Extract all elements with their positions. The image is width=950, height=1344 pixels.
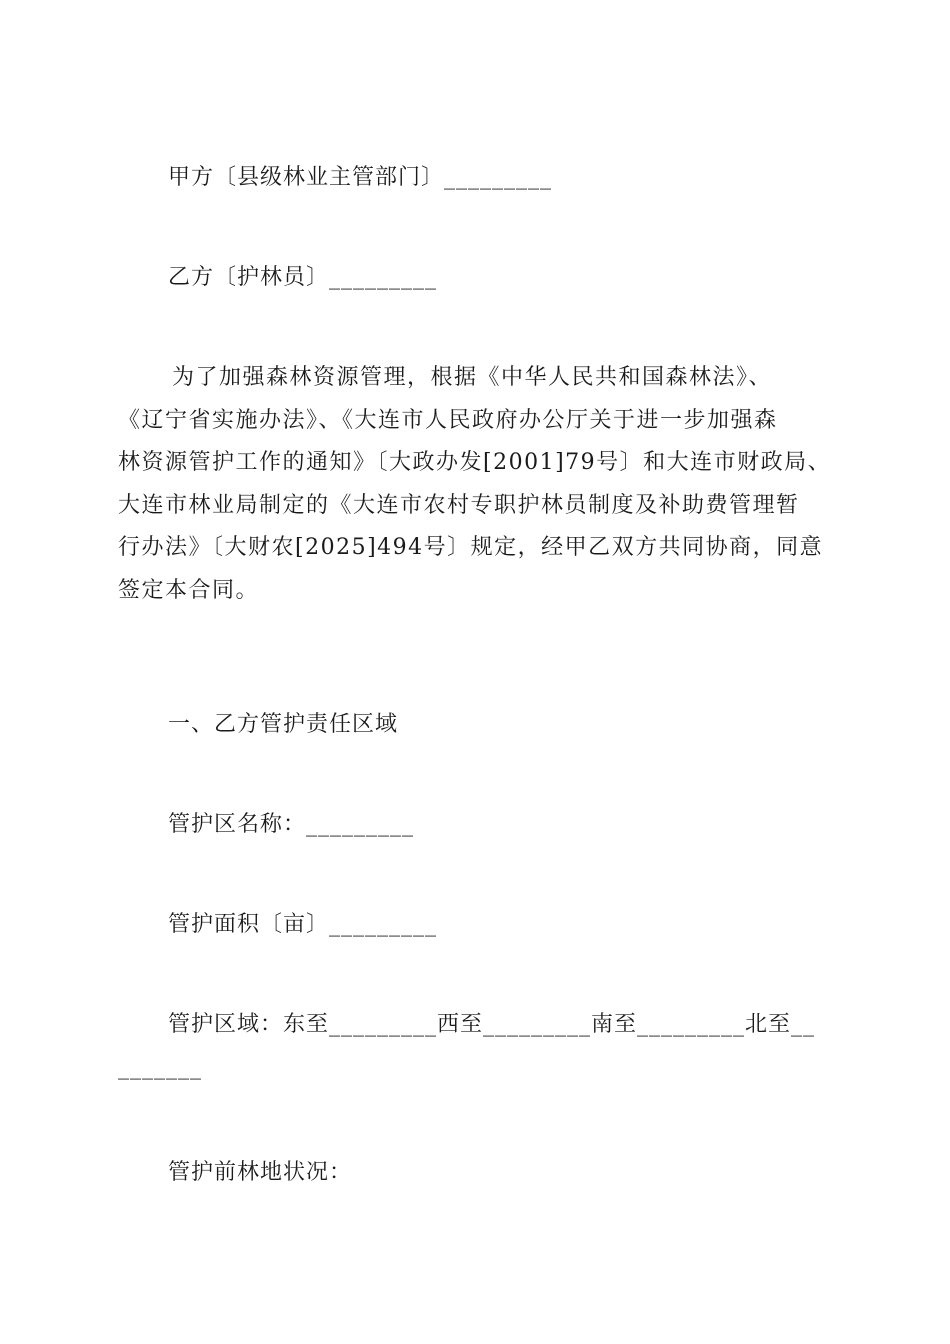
intro-line: 林资源管护工作的通知》〔大政办发[2001]79号〕和大连市财政局、	[118, 450, 832, 475]
boundary-line: 管护区域：东至_________西至_________南至_________北至__	[168, 1012, 816, 1037]
intro-line: 签定本合同。	[118, 577, 260, 603]
intro-line: 大连市林业局制定的《大连市农村专职护林员制度及补助费管理暂	[118, 492, 800, 518]
intro-line: 《辽宁省实施办法》、《大连市人民政府办公厅关于进一步加强森	[118, 407, 778, 433]
party-a-line: 甲方〔县级林业主管部门〕_________	[168, 165, 553, 190]
intro-line: 为了加强森林资源管理，根据《中华人民共和国森林法》、	[172, 365, 773, 390]
intro-paragraph	[118, 357, 833, 612]
party-b-line: 乙方〔护林员〕_________	[168, 265, 438, 290]
area-name-line: 管护区名称：_________	[168, 812, 415, 837]
intro-line: 行办法》〔大财农[2025]494号〕规定，经甲乙双方共同协商，同意	[118, 535, 824, 560]
boundary-line-continued: _______	[118, 1055, 202, 1080]
section-1-heading: 一、乙方管护责任区域	[168, 712, 399, 737]
forest-status-line: 管护前林地状况：	[168, 1160, 353, 1185]
area-size-line: 管护面积〔亩〕_________	[168, 912, 438, 937]
